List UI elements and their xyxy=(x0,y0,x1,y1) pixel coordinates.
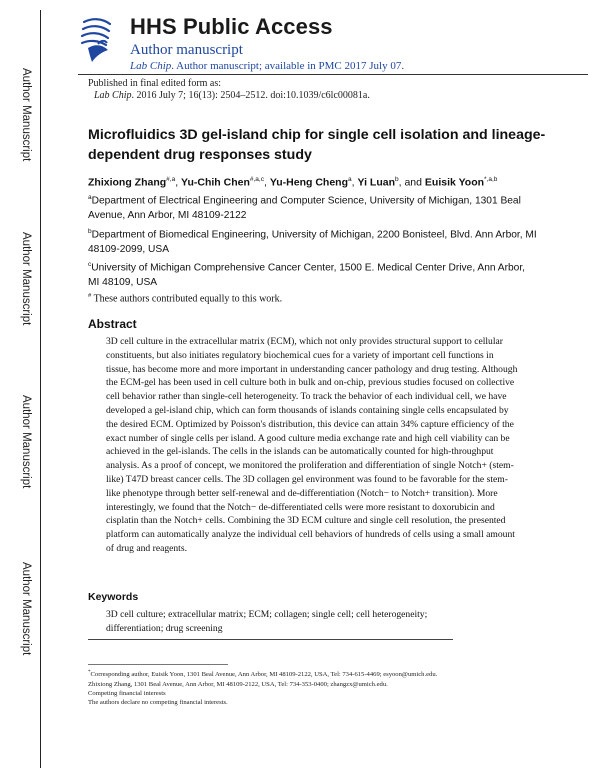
author-separator: , xyxy=(263,176,270,189)
author-separator: , and xyxy=(398,176,425,189)
affiliation-text: Department of Biomedical Engineering, University of Michigan, 2200 Bonisteel, Blvd. Ann Arbor, MI 48109-2099, USA xyxy=(88,229,537,256)
author-list xyxy=(88,176,558,189)
author-sup: a xyxy=(348,176,352,183)
header-availability-text: . Author manuscript; available in PMC 2017 July 07. xyxy=(171,60,405,72)
header-journal: Lab Chip xyxy=(130,60,172,72)
sidebar-author-manuscript-label-4: Author Manuscript xyxy=(20,562,32,656)
author-sup: b xyxy=(395,176,399,183)
header-rule xyxy=(78,74,588,75)
header-subtitle: Author manuscript xyxy=(130,42,243,58)
author-separator: , xyxy=(351,176,358,189)
affiliation-a xyxy=(88,190,538,223)
publication-citation-text: . 2016 July 7; 16(13): 2504–2512. doi:10.1039/c6lc00081a. xyxy=(131,90,370,101)
footnote-corresponding-text: Corresponding author, Euisik Yoon, 1301 Beal Avenue, Ann Arbor, MI 48109-2122, USA, Tel: 734-615-4469; esyoon@umich.edu. xyxy=(90,671,438,679)
keywords-list: 3D cell culture; extracellular matrix; ECM; collagen; single cell; cell heterogeneity; differentiation; drug screening xyxy=(106,609,428,634)
header-title: HHS Public Access xyxy=(130,14,333,39)
affiliation-sup: b xyxy=(88,228,92,235)
author-name: Yu-Chih Chen xyxy=(181,176,250,189)
sidebar-author-manuscript-label-1: Author Manuscript xyxy=(20,68,32,162)
header-availability xyxy=(130,60,404,72)
author-separator: , xyxy=(175,176,182,189)
footnote-rule xyxy=(88,664,228,665)
footnote-competing-heading: Competing financial interests xyxy=(88,690,166,697)
author-name: Euisik Yoon xyxy=(424,176,485,189)
abstract-body: 3D cell culture in the extracellular matrix (ECM), which not only provides structural support to cellular constituents, but also initiates regulatory biochemical cues for a variety of important cell functions in tissue, has become more and more important in understanding cancer pathology and drug testing. Although the ECM-gel has been used in cell culture both in bulk and on-chip, previous studies focused on collective cell behavior rather than single-cell heterogeneity. To track the behavior of each individual cell, we have developed a gel-island chip, which can form thousands of islands containing single cells encapsulated by the desired ECM. Optimized by Poisson's distribution, this device can attain 34% capture efficiency of the exact number of single cells per island. A good culture media exchange rate and high cell viability can be achieved in the gel-islands. The cells in the islands can be automatically counted for high-throughput analysis. As a proof of concept, we monitored the proliferation and differentiation of single Notch+ (stem-like) T47D breast cancer cells. The 3D collagen gel environment was found to be favorable for the stem-like phenotype through better self-renewal and de-differentiation (Notch− to Notch+ transition). More interestingly, we found that the Notch− de-differentiated cells were more resistant to doxorubicin and cisplatin than the Notch+ cells. Combining the 3D ECM culture and single cell resolution, the presented platform can automatically analyze the individual cell behaviors of hundreds of cells using a small amount of drug and reagents. xyxy=(106,336,518,554)
author-sup: #,a xyxy=(166,176,176,183)
footnote-corresponding xyxy=(88,668,558,680)
equal-contribution-sup: # xyxy=(88,292,92,299)
author-name: Yu-Heng Cheng xyxy=(269,176,348,189)
author-name: Zhixiong Zhang xyxy=(88,176,167,189)
keywords-rule xyxy=(88,639,453,640)
hhs-eagle-logo-icon xyxy=(78,14,114,66)
keywords-heading: Keywords xyxy=(88,591,139,603)
equal-contribution-text: These authors contributed equally to this work. xyxy=(91,293,283,305)
affiliation-text: University of Michigan Comprehensive Cancer Center, 1500 E. Medical Center Drive, Ann Arbor, MI 48109, USA xyxy=(88,262,525,289)
affiliation-b xyxy=(88,224,538,257)
footnote-corresponding-sup: * xyxy=(88,670,91,675)
sidebar-author-manuscript-label-2: Author Manuscript xyxy=(20,232,32,326)
author-sup: *,a,b xyxy=(484,176,498,183)
publication-line1: Published in final edited form as: xyxy=(88,78,222,89)
footnote-second-author: Zhixiong Zhang, 1301 Beal Avenue, Ann Arbor, MI 48109-2122, USA, Tel: 734-353-0400; zhangzx@umich.edu. xyxy=(88,680,388,688)
affiliation-sup: c xyxy=(88,261,92,268)
equal-contribution-note xyxy=(88,292,282,304)
affiliation-c xyxy=(88,257,538,290)
abstract-heading: Abstract xyxy=(88,317,137,331)
author-name: Yi Luan xyxy=(357,176,395,189)
footnotes xyxy=(88,668,558,708)
sidebar-divider xyxy=(40,10,41,768)
publication-journal: Lab Chip xyxy=(94,90,132,101)
sidebar-author-manuscript-label-3: Author Manuscript xyxy=(20,395,32,489)
affiliation-text: Department of Electrical Engineering and Computer Science, University of Michigan, 1301 Beal Avenue, Ann Arbor, MI 48109-2122 xyxy=(88,195,521,222)
author-sup: #,a,c xyxy=(249,176,264,183)
article-title: Microfluidics 3D gel-island chip for single cell isolation and lineage-dependent drug responses study xyxy=(88,127,546,163)
publication-citation xyxy=(88,90,370,102)
publication-info xyxy=(88,78,370,102)
footnote-competing: The authors declare no competing financial interests. xyxy=(88,699,228,707)
affiliation-sup: a xyxy=(88,194,92,201)
